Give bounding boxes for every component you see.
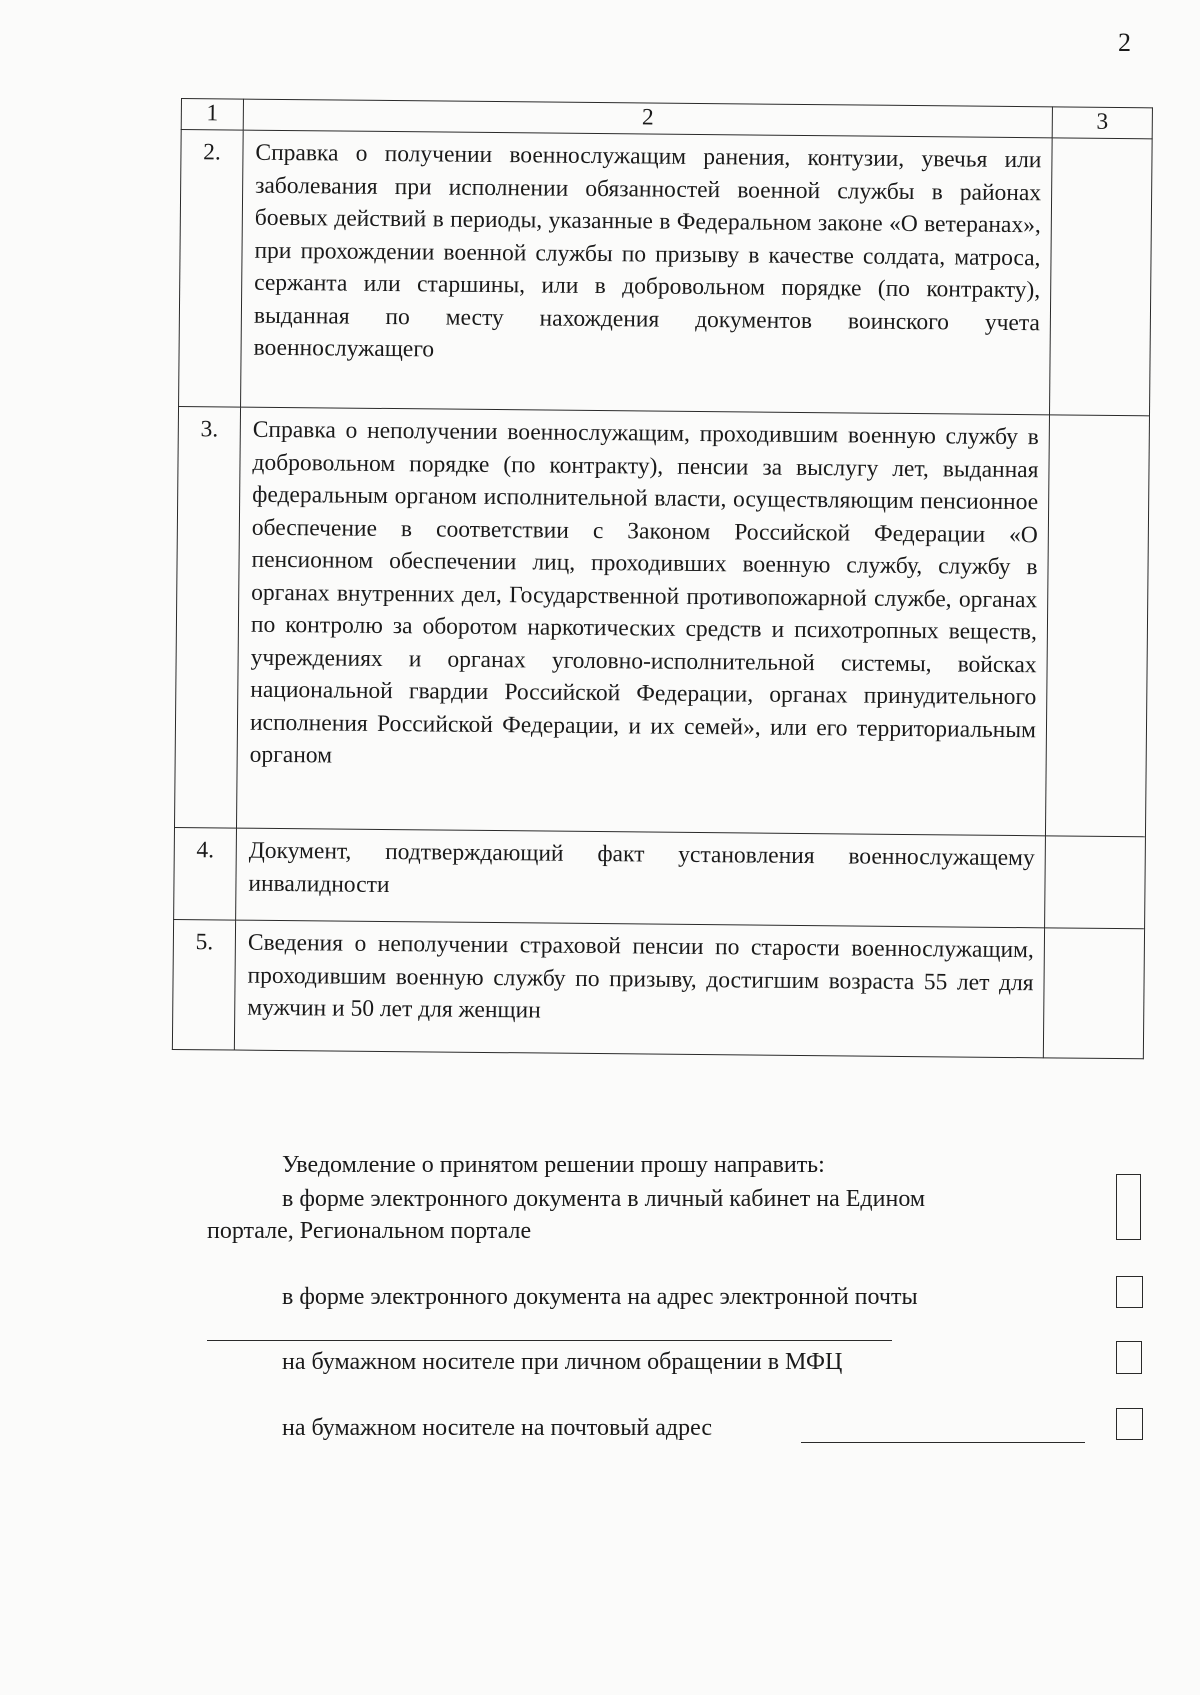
option-electronic-cabinet-label-cont: портале, Региональном портале <box>207 1218 532 1244</box>
documents-table <box>172 98 1153 1059</box>
row-number: 2. <box>179 130 244 408</box>
column-header: 2 <box>243 99 1052 138</box>
option-email-checkbox[interactable] <box>1116 1276 1143 1308</box>
table-row <box>174 827 1146 928</box>
row-mark-cell <box>1045 415 1149 837</box>
row-mark-cell <box>1045 836 1146 929</box>
document-description: Справка о неполучении военнослужащим, проходившим военную службу в добровольном порядке (по контракту), пенсии за выслугу лет, выданная федеральным органом исполнительной власти, осуществляющим пенсионное обеспечение в соответствии с Законом Российской Федерации «О пенсионном обеспечении лиц, проходивших военную службу, службу в органах внутренних дел, Государственной противопожарной службе, органах по контролю за оборотом наркотических средств и психотропных веществ, учреждениях и органах уголовно-исполнительной системы, войсках национальной гвардии Российской Федерации, органах принудительного исполнения Российской Федерации, и их семей», или его территориальным органом <box>236 407 1049 836</box>
column-header: 3 <box>1052 107 1152 139</box>
postal-address-line[interactable] <box>801 1442 1085 1443</box>
notice-heading: Уведомление о принятом решении прошу направить: <box>282 1152 825 1178</box>
option-email-label: в форме электронного документа на адрес электронной почты <box>282 1284 918 1310</box>
row-mark-cell <box>1043 928 1144 1059</box>
row-mark-cell <box>1049 138 1152 416</box>
row-number: 3. <box>174 406 240 828</box>
document-description: Сведения о неполучении страховой пенсии по старости военнослужащим, проходившим военную службу по призыву, достигшим возраста 55 лет для мужчин и 50 лет для женщин <box>234 920 1044 1058</box>
row-number: 4. <box>174 827 237 920</box>
email-address-line[interactable] <box>207 1340 892 1341</box>
document-description: Справка о получении военнослужащим ранения, контузии, увечья или заболевания при исполнении обязанностей военной службы в районах боевых действий в периоды, указанные в Федеральном законе «О ветеранах», при прохождении военной службы по призыву в качестве солдата, матроса, сержанта или старшины, или в добровольном порядке (по контракту), выданная по месту нахождения документов воинского учета военнослужащего <box>241 130 1053 415</box>
page-number: 2 <box>1118 28 1131 57</box>
option-postal-checkbox[interactable] <box>1116 1408 1143 1440</box>
option-mfc-label: на бумажном носителе при личном обращении в МФЦ <box>282 1349 843 1375</box>
table-row <box>174 406 1149 836</box>
table-row <box>179 130 1153 416</box>
column-header: 1 <box>181 99 243 131</box>
row-number: 5. <box>172 919 235 1050</box>
option-postal-label: на бумажном носителе на почтовый адрес <box>282 1415 713 1441</box>
option-mfc-checkbox[interactable] <box>1116 1341 1142 1374</box>
option-electronic-cabinet-checkbox[interactable] <box>1116 1174 1141 1240</box>
document-description: Документ, подтверждающий факт установления военнослужащему инвалидности <box>236 828 1046 928</box>
table-row <box>172 919 1144 1058</box>
option-electronic-cabinet-label: в форме электронного документа в личный кабинет на Едином <box>282 1186 926 1212</box>
